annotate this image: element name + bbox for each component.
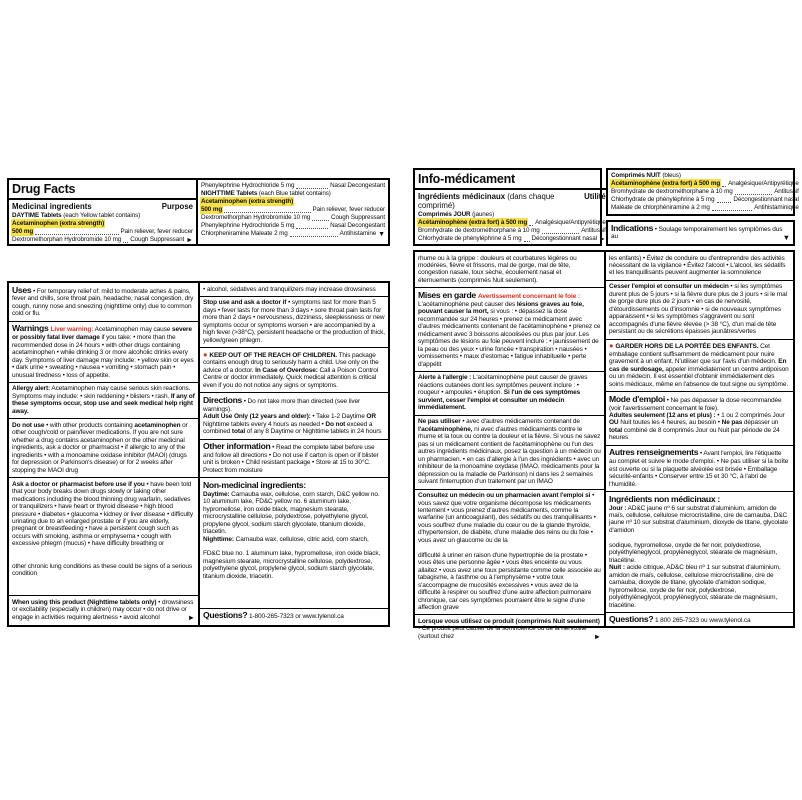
- label-text: or other cough/cold or pain/fever medications. If you are not sure whether a drug contains acetaminophen or the other medicinal ingredients, ask a doctor or pharmacist • if allergic to any of the ingredients • with a monoamine oxidase inhibitor (MAOI) (drugs for depression or Parkinson's disease) or for 2 weeks after stopping the MAOI drug: [12, 421, 188, 474]
- label-section: [200, 283, 388, 296]
- label-text: Ask a doctor or pharmacist before use if you: [12, 480, 145, 488]
- ingredient-name: [201, 190, 331, 198]
- label-paragraph: [609, 255, 790, 277]
- label-text: 1-800-265-7323 or www.tylenol.ca: [247, 613, 344, 621]
- drug-facts-main-col1: [9, 283, 198, 625]
- ingredient-row: [198, 190, 388, 198]
- label-text: Carnauba wax, cellulose, citric acid, corn starch,: [233, 535, 369, 543]
- label-paragraph: [418, 492, 601, 544]
- dotted-leader: [224, 212, 310, 213]
- comprimes-nuit-box: [606, 168, 799, 216]
- label-paragraph: [12, 422, 195, 474]
- label-paragraph: [203, 611, 385, 621]
- dotted-leader: [290, 236, 338, 237]
- label-text: Mode d'emploi: [609, 393, 665, 404]
- label-section: [415, 252, 604, 287]
- info-medicament-title: Info-médicament: [415, 170, 609, 190]
- continuation-arrow-icon: ►: [598, 236, 606, 244]
- label-section: [606, 612, 793, 628]
- label-paragraph: [203, 481, 385, 491]
- label-text: Carnauba wax, cellulose, corn starch, D&C yellow no. 10 aluminum lake, FD&C yellow no. 6 aluminum lake, hypromellose, iron oxide black, magnesium stearate, microcrystalline cellulose, polydextrose, polyethylene glycol, propylene glycol, sodium starch glycolate, titanium dioxide, triacetin.: [203, 490, 380, 536]
- label-text: If any of these symptoms occur, stop use and seek medical help right away.: [12, 392, 195, 415]
- medicinal-ingredients-label: Medicinal ingredients: [12, 201, 92, 211]
- label-paragraph: [609, 448, 790, 488]
- ingredient-purpose: Antihistaminique: [754, 204, 799, 212]
- label-paragraph: [418, 255, 601, 285]
- ingredient-row: [608, 188, 802, 196]
- label-text: severe or possibly fatal liver damage: [12, 326, 192, 342]
- label-section: [415, 287, 604, 371]
- label-section: [415, 614, 604, 643]
- ingredient-name: [12, 236, 121, 244]
- label-paragraph: [609, 542, 790, 564]
- label-text: Chlorpheniramine Maleate 2 mg: [201, 230, 288, 238]
- label-text: Allergy alert:: [12, 385, 51, 393]
- ingredient-name: [12, 228, 33, 236]
- ingredient-purpose: Analgésique/Antipyrétique: [728, 180, 799, 188]
- drug-facts-ingredients-col2: [196, 180, 388, 244]
- label-paragraph: [418, 291, 601, 301]
- dotted-leader: [296, 188, 328, 189]
- purpose-column-label: Purpose: [161, 201, 193, 211]
- label-text: • Avant l'emploi, lire l'étiquette au complet et suivre le mode d'emploi. • Ne pas utiliser si la boîte est ouverte ou si la plaquette alvéolée est brisée • Emballage sécurité-enfants • Conserver entre 15 et 30 °C, à l'abri de l'humidité.: [609, 450, 789, 488]
- ingredient-purpose: Pain reliever, fever reducer: [312, 206, 385, 214]
- label-text: if you take: • more than the recommended dose in 24 hours • with other drugs containing acetaminophen • while drinking 3 or more alcoholic drinks every day. Symptoms of liver damage may include: • yellow skin or eyes • dark urine • sweating • nausea • vomiting • stomach pain • unusual tiredness • loss of appetite.: [12, 334, 194, 379]
- label-text: FD&C blue no. 1 aluminum lake, hypromellose, iron oxide black, magnesium stearate, microcrystalline cellulose, polydextrose, polyethylene glycol, propylene glycol, sodium starch glycolate, titanium dioxide, triacetin.: [203, 550, 381, 580]
- drug-facts-title: Drug Facts: [9, 180, 196, 200]
- label-text: Warnings: [12, 323, 51, 334]
- highlighted-text: Acétaminophène (extra fort) à 500 mg: [418, 219, 528, 227]
- ingredient-row: [608, 180, 802, 188]
- label-section: [200, 392, 388, 438]
- label-text: exceed a combined: [203, 420, 373, 436]
- label-text: Ne pas: [721, 419, 743, 427]
- label-text: acetaminophen: [134, 421, 181, 429]
- ingredient-name: [611, 204, 710, 212]
- label-paragraph: [418, 552, 601, 612]
- label-text: • vous savez que votre organisme décompose les médicaments lentement • vous prenez d'autres médicaments, comme la warfarine (un anticoagulant), des sédatifs ou des tranquillisants • vous souffrez d'une maladie du cœur ou de la glande thyroïde, d'hypertension, de diabète, d'une maladie des reins ou du foie • vous avez un glaucome ou de la: [418, 492, 596, 544]
- label-text: Daytime:: [203, 490, 230, 498]
- label-text: • have been told that your body breaks down drugs slowly or taking other medications including the blood thinning drug warfarin, sedatives or tranquilizers • have heart or thyroid disease • high blood pressure • diabetes • glaucoma • kidney or liver disease • difficulty urinating due to an enlarged prostate or if you are elderly, pregnant or breastfeeding • have a persistent cough such as occurs with smoking, asthma or emphysema • cough with excessive phlegm (mucus) • have difficulty breathing or: [12, 480, 193, 548]
- ingredient-row: [608, 172, 802, 180]
- label-paragraph: [203, 351, 385, 390]
- label-text: L'acétaminophène peut causer de graves réactions cutanées dont les symptômes peuvent inclure : • rougeur • ampoules • éruption.: [418, 374, 588, 397]
- label-text: (bleus): [660, 172, 681, 179]
- label-section: [415, 415, 604, 489]
- label-text: In Case of Overdose:: [255, 366, 318, 374]
- ingredient-row: [9, 236, 196, 244]
- label-text: si vous : • dépassez la dose recommandée sur 24 heures • prenez ce médicament avec d'autres médicaments contenant de l'acétaminophène • prenez ce médicament avec 3 boissons alcoolisées ou plus par jour. Les symptômes de lésions au foie peuvent inclure : • jaunissement de la peau ou des yeux • urine foncée • transpiration • nausées • vomissements • maux d'estomac • fatigue inhabituelle • perte d'appétit: [418, 308, 601, 368]
- label-text: Nuit :: [609, 564, 625, 572]
- indications-box: [606, 220, 795, 246]
- label-text: OU: [609, 419, 619, 427]
- label-text: Adult Use Only (12 years and older):: [203, 413, 311, 421]
- label-section: [415, 371, 604, 415]
- ingredient-name: [12, 220, 104, 228]
- label-section: [9, 477, 198, 580]
- label-text: Phenylephrine Hydrochloride 5 mg: [201, 222, 295, 230]
- comprimes-jour-rows: [415, 210, 609, 244]
- ingredient-row: [198, 222, 388, 230]
- label-paragraph: [12, 563, 195, 578]
- drug-facts-ingredients-box: [7, 178, 390, 246]
- label-text: ni avec d'autres médicaments contre le rhume et la toux ou contre la douleur et la fièvre. Si vous ne savez pas si un médicament contient de l'acétaminophène ou l'un des autres ingrédients médicinaux, posez la question à un médecin ou un pharmacien. • en cas d'allergie à l'un des ingrédients • avec un inhibiteur de la monoamine oxydase (IMAO, médicaments pour la dépression ou la maladie de Parkinson) ni dans les 2 semaines suivant l'interruption d'un traitement par un IMAO: [418, 425, 601, 486]
- label-text: Dextromethorphan Hydrobromide 10 mg: [201, 214, 311, 222]
- medicinal-ingredients-heading: [9, 200, 196, 211]
- drug-facts-main-box: [7, 281, 390, 627]
- label-text: Uses: [12, 284, 32, 295]
- dotted-leader: [717, 202, 732, 203]
- label-paragraph: [12, 324, 195, 379]
- more-below-arrow-icon: ▼: [782, 232, 790, 242]
- label-text: Phenylephrine Hydrochloride 5 mg: [201, 182, 295, 189]
- ingredients-medicinaux-label: [418, 192, 584, 210]
- label-text: KEEP OUT OF THE REACH OF CHILDREN.: [209, 351, 337, 359]
- label-text: Questions?: [609, 614, 654, 625]
- ingredient-name: [611, 188, 733, 196]
- ingredient-row: [9, 220, 196, 228]
- label-text: (each Yellow tablet contains): [61, 212, 141, 219]
- ingredient-purpose: Antitussif: [581, 227, 606, 235]
- label-paragraph: [418, 544, 601, 551]
- label-text: Autres renseignements: [609, 447, 699, 458]
- ingredient-row: [198, 214, 388, 222]
- ingredient-row: [415, 211, 609, 219]
- label-text: Bromhydrate de dextrométhorphane à 10 mg: [611, 188, 733, 196]
- label-text: lésions graves au foie, pouvant causer la mort,: [418, 300, 584, 316]
- label-text: • with other products containing: [44, 421, 135, 429]
- label-text: Cet emballage contient suffisamment de médicament pour nuire gravement à un enfant. N'utiliser que sur l'avis d'un médecin.: [609, 343, 779, 366]
- label-section: [200, 296, 388, 347]
- label-text: acide citrique, AD&C bleu nº 1 sur substrat d'aluminium, amidon de maïs, cellulose, cellulose microcristalline, cire de carnauba, dioxyde de titane, glycolate d'amidon sodique, hypromellose, oxyde de fer noir, polydextrose, polyéthylèneglycol, propylèneglycol, stéarate de magnésium, triacétine.: [609, 564, 781, 609]
- daytime-ingredient-rows: [9, 211, 196, 245]
- ingredient-row: [415, 235, 609, 243]
- label-paragraph: [418, 418, 601, 485]
- label-text: dépasser un: [742, 419, 779, 427]
- label-text: Chlorhydrate de phényléphrine à 5 mg: [418, 235, 522, 243]
- label-section: [608, 221, 793, 244]
- label-text: l'acétaminophène,: [418, 425, 473, 433]
- ingredient-name: [201, 198, 293, 206]
- label-paragraph: [203, 286, 385, 293]
- label-text: sodique, hypromellose, oxyde de fer noir, polydextrose, polyéthylèneglycol, propylèneglycol, stéarate de magnésium, triacétine.: [609, 541, 778, 564]
- label-paragraph: [609, 342, 790, 388]
- label-text: Call a Poison Control Centre or doctor immediately. Quick medical attention is critical even if you do not notice any signs or symptoms.: [203, 366, 379, 389]
- label-text: Questions?: [203, 610, 248, 621]
- label-paragraph: [609, 534, 790, 541]
- label-paragraph: [203, 442, 385, 474]
- label-text: • Do not take more than directed (see liver warnings).: [203, 397, 361, 413]
- label-text: Cesser l'emploi et consulter un médecin: [609, 283, 729, 291]
- label-text: total: [231, 428, 246, 436]
- label-text: Do not use: [12, 421, 45, 429]
- label-text: Acetaminophen may cause: [93, 326, 172, 334]
- label-paragraph: [418, 374, 601, 411]
- label-text: • si les symptômes durent plus de 5 jours • si la fièvre dure plus de 3 jours • si le mal de gorge dure plus de 2 jours • en cas de nervosité, d'étourdissements ou d'insomnie • si de nouveaux symptômes apparaissent • si les symptômes s'aggravent ou sont accompagnés d'une fièvre élevée (> 38 °C), d'un mal de tête persistant ou de sécrétions épaisses jaunâtres/vertes: [609, 283, 787, 336]
- label-section: [606, 280, 793, 339]
- ingredient-name: [418, 227, 540, 235]
- label-section: [9, 595, 198, 624]
- info-medicament-header-box: [413, 168, 606, 246]
- label-text: Non-medicinal ingredients:: [203, 479, 306, 490]
- info-medicament-main-col1: [415, 252, 604, 642]
- utilite-column-label: Utilité: [584, 191, 606, 201]
- label-text: Mises en garde: [418, 289, 478, 300]
- label-section: [9, 418, 198, 477]
- label-paragraph: [12, 385, 195, 415]
- comprimes-nuit-col: [608, 170, 802, 214]
- label-text: other chronic lung conditions as these could be signs of a serious condition: [12, 562, 192, 578]
- indications-col: [608, 222, 793, 244]
- label-paragraph: [609, 505, 790, 535]
- ingredient-row: [198, 198, 388, 206]
- label-paragraph: [12, 481, 195, 548]
- label-text: • Take 1-2 Daytime: [310, 413, 367, 421]
- label-text: NIGHTTIME Tablets: [201, 190, 258, 198]
- label-text: les enfants) • Évitez de conduire ou d'entreprendre des activités nécessitant de la vigilance • Évitez l'alcool • L'alcool, les sédatifs et les tranquillisants peuvent augmenter la somnolence: [609, 254, 786, 277]
- drug-facts-ingredients-col1: [9, 180, 196, 244]
- label-text: (jaunes): [470, 211, 495, 218]
- more-below-arrow-icon: ▼: [378, 231, 385, 239]
- label-text: Dextromethorphan Hydrobromide 10 mg: [12, 236, 122, 244]
- label-text: • Read the complete label before use and follow all directions • Do not use if carton is open or if blister unit is broken • Child resistant package • Store at 15 to 30°C. Protect from moisture: [203, 444, 379, 474]
- label-paragraph: [203, 396, 385, 413]
- label-text: Ingrédients médicinaux: [418, 191, 506, 201]
- label-text: Ingrédients non médicinaux :: [609, 493, 720, 504]
- label-text: ●: [609, 341, 616, 351]
- label-text: Indications: [611, 222, 654, 233]
- ingredient-purpose: Pain reliever, fever reducer: [120, 228, 193, 236]
- label-paragraph: [611, 224, 790, 241]
- label-text: ●: [203, 349, 210, 359]
- label-text: Maléate de chlorphéniramine à 2 mg: [611, 204, 710, 212]
- label-text: of any 8 Daytime or Nighttime tablets in 24 hours: [245, 428, 382, 436]
- ingredient-row: [198, 230, 388, 238]
- label-text: Other information: [203, 441, 271, 452]
- label-text: Liver warning:: [50, 326, 94, 334]
- continuation-arrow-icon: ►: [187, 613, 195, 622]
- dotted-leader: [722, 186, 726, 187]
- nighttime-ingredient-rows: [198, 180, 388, 239]
- highlighted-text: Acétaminophène (extra fort) à 500 mg: [611, 180, 721, 188]
- ingredient-purpose: Antitussif: [774, 188, 799, 196]
- ingredient-purpose: Cough Suppressant: [130, 236, 185, 244]
- label-paragraph: [609, 283, 790, 335]
- ingredient-row: [198, 206, 388, 214]
- label-paragraph: [12, 286, 195, 318]
- label-text: total: [609, 426, 623, 434]
- label-section: [606, 445, 793, 491]
- label-text: Bromhydrate de dextrométhorphane à 10 mg: [418, 227, 540, 235]
- label-text: difficulté à uriner en raison d'une hypertrophie de la prostate • vous êtes une personne âgée • vous êtes enceinte ou vous allaitez • vous avez une toux persistante comme celle associée au tabagisme, à l'asthme ou à l'emphysème • votre toux s'accompagne de mucosités excessives • vous avez de la difficulté à respirer ou souffrez d'une autre affection pulmonaire chronique, car ces symptômes pourraient être le signe d'une affection grave: [418, 551, 601, 611]
- ingredient-purpose: Antihistamine: [339, 230, 377, 238]
- label-text: Ne pas utiliser: [418, 418, 461, 426]
- ingredient-name: [611, 196, 715, 204]
- label-text: OR: [366, 413, 376, 421]
- label-section: [9, 283, 198, 321]
- label-paragraph: [12, 548, 195, 555]
- dotted-leader: [35, 234, 118, 235]
- label-text: (dans chaque comprimé): [418, 191, 555, 210]
- label-text: • Ne pas dépasser la dose recommandée (voir l'avertissement concernant le foie).: [609, 396, 782, 412]
- label-text: • Soulage temporairement les symptômes dus au: [611, 225, 783, 241]
- label-text: Jour :: [609, 504, 627, 512]
- label-text: Do not: [325, 420, 346, 428]
- ingredient-name: [201, 182, 294, 190]
- ingredient-row: [9, 228, 196, 236]
- label-paragraph: [609, 395, 790, 412]
- ingredient-purpose: Décongestionnant nasal: [733, 196, 799, 204]
- label-text: When using this product (Nighttime tablets only): [12, 598, 157, 606]
- info-medicament-main-col2: [604, 252, 793, 626]
- ingredient-name: [611, 180, 720, 188]
- label-text: rhume ou à la grippe : douleurs et courbatures légères ou modérées, fièvre et frissons, mal de gorge, mal de tête, congestion nasale, toux sèche, écoulement nasal et éternuements (comprimés Nuit seulement).: [418, 254, 577, 284]
- label-paragraph: [203, 299, 385, 344]
- dotted-leader: [735, 194, 773, 195]
- label-text: • symptoms last for more than 5 days • fever lasts for more than 3 days • sore throat pain lasts for more than 2 days • nervousness, dizziness, sleeplessness or new symptoms occur or symptoms worsen • are accompanied by a high fever (>38°C), persistent headache or the production of thick, yellow/green phlegm.: [203, 299, 385, 344]
- info-medicament-main-box: [413, 250, 795, 642]
- label-paragraph: [609, 615, 790, 625]
- label-section: [200, 477, 388, 583]
- label-paragraph: [609, 495, 790, 505]
- label-text: Alerte à l'allergie :: [418, 374, 472, 382]
- ingredient-purpose: Analgésique/Antipyrétique: [535, 219, 606, 227]
- ingredient-row: [9, 212, 196, 220]
- ingredient-name: [418, 211, 494, 219]
- dotted-leader: [524, 241, 530, 242]
- label-text: Nighttime tablets every 4 hours as needed •: [203, 420, 326, 428]
- ingredient-name: [201, 230, 288, 238]
- label-text: (each Blue tablet contains): [257, 190, 331, 198]
- dotted-leader: [312, 220, 329, 221]
- label-text: AD&C jaune nº 6 sur substrat d'aluminium, amidon de maïs, cellulose, cellulose microcristalline, cire de carnauba, D&C jaune nº 10 sur substrat d'aluminium, dioxyde de titane, glycolate d'amidon: [609, 504, 788, 534]
- label-text: • Ce produit peut causer de la somnolence ou de la nervosité (surtout chez: [418, 625, 587, 640]
- label-text: Consultez un médecin ou un pharmacien avant l'emploi si: [418, 492, 591, 500]
- ingredient-purpose: Nasal Decongestant: [330, 182, 385, 189]
- ingredient-name: [201, 222, 294, 230]
- label-paragraph: [203, 543, 385, 550]
- highlighted-text: Acetaminophen (extra strength): [12, 220, 105, 228]
- label-section: [9, 321, 198, 382]
- label-section: [606, 391, 793, 445]
- ingredient-name: [418, 219, 527, 227]
- label-text: DAYTIME Tablets: [12, 212, 62, 219]
- label-section: [606, 252, 793, 280]
- ingredients-medicinaux-heading: [415, 190, 609, 210]
- highlighted-text: 500 mg: [12, 228, 34, 236]
- label-text: • drowsiness or excitability (especially in children) may occur • do not drive or engage in activities requiring alertness • avoid alcohol: [12, 598, 194, 621]
- ingredient-row: [198, 182, 388, 190]
- highlighted-text: Acetaminophen (extra strength): [201, 198, 294, 206]
- label-text: En cas de surdosage,: [609, 358, 787, 373]
- label-text: Si l'un de ces symptômes survient, cesser l'emploi et consulter un médecin immédiatement.: [418, 389, 581, 412]
- label-text: combiné de 8 comprimés Jour ou Nuit par période de 24 heures: [609, 426, 780, 442]
- label-paragraph: [418, 301, 601, 368]
- label-text: • avec d'autres médicaments contenant de: [460, 418, 580, 426]
- label-text: GARDER HORS DE LA PORTÉE DES ENFANTS.: [615, 343, 759, 351]
- label-text: appeler immédiatement un centre antipoison ou un médecin. Il est essentiel d'obtenir immédiatement des soins médicaux, même en l'absence de tout signe ou symptôme.: [609, 365, 789, 388]
- label-text: Nuit toutes les 4 heures, au besoin •: [618, 419, 722, 427]
- ingredient-name: [12, 212, 140, 220]
- dotted-leader: [712, 210, 752, 211]
- label-text: • 1 ou 2 comprimés Jour: [715, 412, 785, 419]
- drug-facts-main-col2: [198, 283, 388, 625]
- continuation-arrow-icon: ►: [593, 632, 601, 642]
- label-text: Comprimés NUIT: [611, 172, 661, 179]
- label-paragraph: [203, 536, 385, 543]
- label-paragraph: [609, 564, 790, 609]
- label-paragraph: [418, 618, 601, 640]
- label-section: [200, 439, 388, 478]
- dotted-leader: [529, 225, 533, 226]
- label-paragraph: [12, 599, 195, 621]
- label-section: [606, 339, 793, 391]
- label-text: Chlorhydrate de phényléphrine à 5 mg: [611, 196, 715, 204]
- info-medicament-col1: [415, 170, 609, 244]
- label-text: L'acétaminophène peut causer des: [418, 300, 517, 308]
- continuation-arrow-icon: ►: [186, 237, 193, 245]
- label-text: This package contains enough drug to seriously harm a child. Use only on the advice of a doctor.: [203, 351, 379, 374]
- label-text: Acetaminophen may cause serious skin reactions. Symptoms may include: • skin reddening • blisters • rash.: [12, 385, 191, 400]
- highlighted-text: 500 mg: [201, 206, 223, 214]
- dotted-leader: [123, 242, 128, 243]
- label-section: [415, 489, 604, 615]
- label-text: • alcohol, sedatives and tranquilizers may increase drowsiness: [203, 285, 376, 293]
- ingredient-name: [611, 172, 681, 180]
- label-paragraph: [609, 412, 790, 442]
- ingredient-purpose: Cough Suppressant: [331, 214, 385, 222]
- ingredient-row: [608, 204, 802, 212]
- ingredient-row: [415, 227, 609, 235]
- label-text: Lorsque vous utilisez ce produit (comprimés Nuit seulement): [418, 617, 600, 625]
- label-text: 1 800 265-7323 ou www.tylenol.ca: [653, 617, 751, 625]
- ingredient-row: [608, 196, 802, 204]
- label-text: Nighttime:: [203, 535, 234, 543]
- label-paragraph: [203, 491, 385, 536]
- label-text: Comprimés JOUR: [418, 211, 471, 218]
- ingredient-row: [415, 219, 609, 227]
- ingredient-name: [418, 235, 522, 243]
- label-section: [9, 382, 198, 418]
- ingredient-name: [201, 214, 310, 222]
- ingredient-name: [201, 206, 222, 214]
- ingredient-purpose: Décongestionnant nasal: [531, 235, 597, 243]
- label-section: [200, 608, 388, 624]
- comprimes-nuit-rows: [608, 170, 802, 213]
- dotted-leader: [296, 228, 328, 229]
- ingredient-purpose: Nasal Decongestant: [330, 222, 385, 230]
- label-text: Stop use and ask a doctor if: [203, 299, 287, 307]
- label-text: Adultes seulement (12 ans et plus) :: [609, 412, 716, 419]
- dotted-leader: [542, 233, 580, 234]
- label-section: [606, 491, 793, 612]
- label-paragraph: [203, 550, 385, 580]
- label-paragraph: [203, 413, 385, 435]
- label-paragraph: [12, 555, 195, 562]
- label-text: Directions: [203, 394, 243, 405]
- label-text: • For temporary relief of: mild to moderate aches & pains, fever and chills, sore throat pain, headache, nasal congestion, dry cough, runny nose and sneezing (nighttime only) due to common cold or flu.: [12, 287, 194, 318]
- label-text: Avertissement concernant le foie :: [477, 292, 580, 300]
- label-section: [200, 347, 388, 392]
